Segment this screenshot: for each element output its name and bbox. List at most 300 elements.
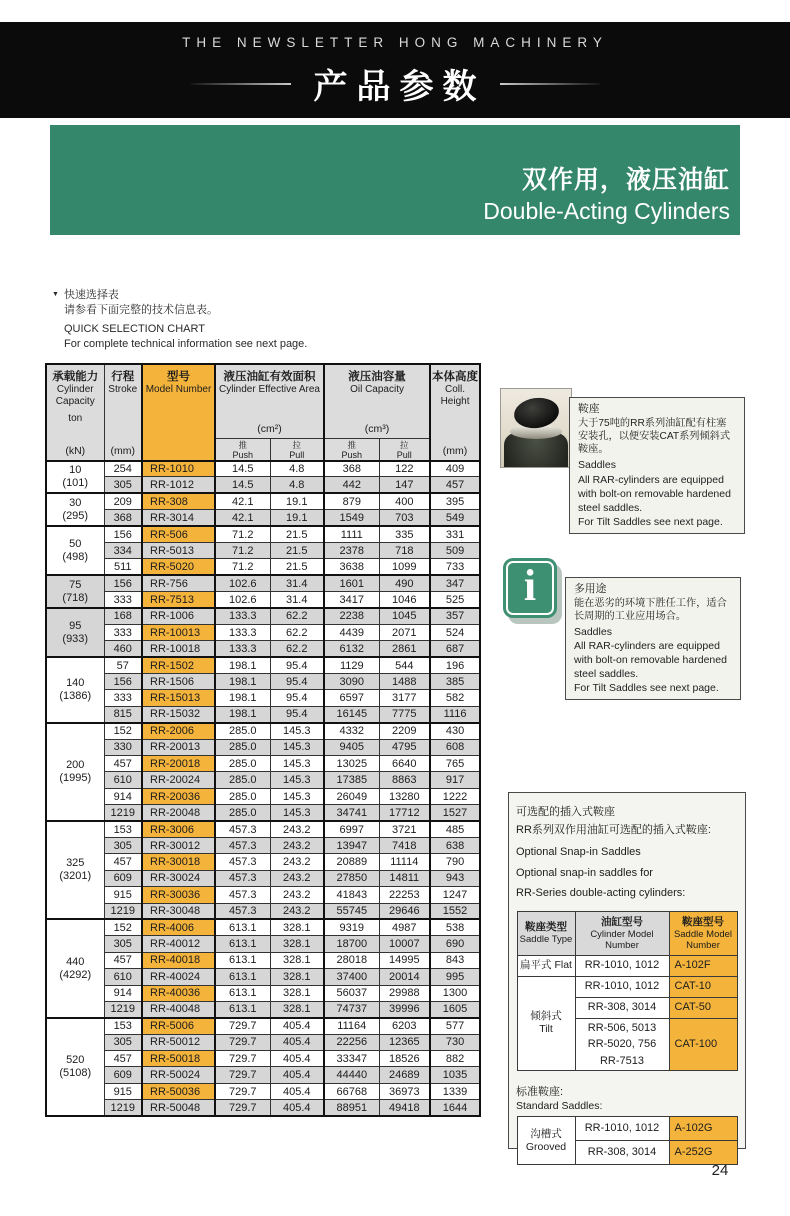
- push-oil-cell: 34741: [324, 805, 379, 821]
- col-header-push-area: 推 Push: [215, 438, 270, 461]
- pull-oil-cell: 3721: [379, 821, 430, 837]
- capacity-cell: 95 (933): [46, 608, 104, 657]
- info-title-en: Saddles: [574, 625, 612, 638]
- cylinder-row: [46, 1034, 480, 1050]
- optional-title-zh: 可选配的插入式鞍座: [516, 806, 615, 818]
- pull-area-cell: 328.1: [270, 919, 324, 935]
- stroke-cell: 1219: [104, 1001, 142, 1017]
- cylinder-row: [46, 559, 480, 575]
- pull-area-cell: 62.2: [270, 641, 324, 657]
- height-cell: 357: [430, 608, 480, 624]
- col-header-pull-oil: 拉 Pull: [379, 438, 430, 461]
- push-oil-cell: 44440: [324, 1067, 379, 1083]
- stroke-cell: 156: [104, 674, 142, 690]
- push-area-cell: 42.1: [215, 510, 270, 526]
- model-cell: RR-10013: [142, 624, 215, 640]
- push-oil-cell: 66768: [324, 1083, 379, 1099]
- saddle-type-cell: 扁平式 Flat: [517, 955, 575, 976]
- model-cell: RR-5020: [142, 559, 215, 575]
- push-oil-cell: 18700: [324, 936, 379, 952]
- push-area-cell: 729.7: [215, 1100, 270, 1116]
- saddle-row: [517, 976, 737, 997]
- col-header-capacity: 承载能力 Cylinder Capacity ton (kN): [46, 364, 104, 461]
- height-cell: 385: [430, 674, 480, 690]
- cylinder-row: [46, 1051, 480, 1067]
- stroke-cell: 368: [104, 510, 142, 526]
- height-cell: 608: [430, 739, 480, 755]
- pull-area-cell: 21.5: [270, 559, 324, 575]
- model-cell: RR-1010: [142, 461, 215, 477]
- push-oil-cell: 6997: [324, 821, 379, 837]
- cylinder-row: [46, 985, 480, 1001]
- push-area-cell: 613.1: [215, 969, 270, 985]
- triangle-marker-icon: ▼: [52, 291, 59, 298]
- push-area-cell: 71.2: [215, 542, 270, 558]
- push-area-cell: 102.6: [215, 592, 270, 608]
- cylinder-row: [46, 1100, 480, 1116]
- push-area-cell: 729.7: [215, 1083, 270, 1099]
- stroke-cell: 305: [104, 477, 142, 493]
- height-cell: 196: [430, 657, 480, 673]
- height-cell: 1035: [430, 1067, 480, 1083]
- stroke-cell: 609: [104, 1067, 142, 1083]
- capacity-cell: 325 (3201): [46, 821, 104, 919]
- saddle-model-cell: A-102F: [669, 955, 737, 976]
- push-oil-cell: 6132: [324, 641, 379, 657]
- info-body-en2: For Tilt Saddles see next page.: [574, 682, 719, 695]
- model-cell: RR-20048: [142, 805, 215, 821]
- saddles-body-en: All RAR-cylinders are equipped with bolt-on removable hardened steel saddles.: [578, 473, 731, 514]
- pull-oil-cell: 4795: [379, 739, 430, 755]
- stroke-cell: 305: [104, 936, 142, 952]
- stroke-cell: 152: [104, 723, 142, 739]
- model-cell: RR-15032: [142, 706, 215, 722]
- stroke-cell: 1219: [104, 1100, 142, 1116]
- push-area-cell: 613.1: [215, 936, 270, 952]
- standard-saddle-table-body: [517, 1117, 737, 1165]
- model-cell: RR-50036: [142, 1083, 215, 1099]
- col-header-cylinder-model: 油缸型号 Cylinder Model Number: [575, 911, 669, 955]
- push-oil-cell: 1549: [324, 510, 379, 526]
- quick-selection-table: [45, 363, 481, 1117]
- push-oil-cell: 27850: [324, 870, 379, 886]
- height-cell: 882: [430, 1051, 480, 1067]
- height-cell: 1300: [430, 985, 480, 1001]
- pull-oil-cell: 544: [379, 657, 430, 673]
- push-oil-cell: 22256: [324, 1034, 379, 1050]
- stroke-cell: 209: [104, 493, 142, 509]
- standard-saddles-title-zh: 标准鞍座:: [516, 1086, 564, 1098]
- stroke-cell: 815: [104, 706, 142, 722]
- push-oil-cell: 2238: [324, 608, 379, 624]
- col-header-effective-area: 液压油缸有效面积 Cylinder Effective Area (cm²): [215, 364, 324, 438]
- push-oil-cell: 28018: [324, 952, 379, 968]
- cylinder-row: [46, 542, 480, 558]
- cylinder-row: [46, 493, 480, 509]
- saddles-body-en2: For Tilt Saddles see next page.: [578, 515, 723, 528]
- push-area-cell: 457.3: [215, 854, 270, 870]
- intro-en-title: QUICK SELECTION CHART: [64, 323, 205, 335]
- push-area-cell: 285.0: [215, 772, 270, 788]
- push-oil-cell: 26049: [324, 788, 379, 804]
- capacity-cell: 10 (101): [46, 461, 104, 494]
- push-area-cell: 457.3: [215, 903, 270, 919]
- intro-zh-title: 快速选择表: [63, 289, 119, 301]
- pull-area-cell: 145.3: [270, 788, 324, 804]
- push-oil-cell: 3638: [324, 559, 379, 575]
- pull-oil-cell: 6203: [379, 1018, 430, 1034]
- height-cell: 843: [430, 952, 480, 968]
- stroke-cell: 914: [104, 985, 142, 1001]
- pull-oil-cell: 7775: [379, 706, 430, 722]
- stroke-cell: 511: [104, 559, 142, 575]
- saddle-model-cell: A-252G: [669, 1141, 737, 1165]
- col-header-stroke: 行程 Stroke (mm): [104, 364, 142, 461]
- capacity-cell: 140 (1386): [46, 657, 104, 723]
- stroke-cell: 305: [104, 1034, 142, 1050]
- model-cell: RR-50012: [142, 1034, 215, 1050]
- push-oil-cell: 442: [324, 477, 379, 493]
- table-header: [46, 364, 480, 461]
- cylinder-row: [46, 821, 480, 837]
- pull-oil-cell: 22253: [379, 887, 430, 903]
- stroke-cell: 156: [104, 575, 142, 591]
- cylinder-row: [46, 641, 480, 657]
- pull-oil-cell: 29988: [379, 985, 430, 1001]
- quick-selection-table-body: [46, 461, 480, 1117]
- push-area-cell: 133.3: [215, 624, 270, 640]
- model-cell: RR-20013: [142, 739, 215, 755]
- stroke-cell: 457: [104, 854, 142, 870]
- cylinder-row: [46, 608, 480, 624]
- push-oil-cell: 4332: [324, 723, 379, 739]
- section-banner: [50, 125, 740, 235]
- pull-area-cell: 95.4: [270, 657, 324, 673]
- cylinder-row: [46, 723, 480, 739]
- model-cell: RR-30036: [142, 887, 215, 903]
- stroke-cell: 153: [104, 1018, 142, 1034]
- pull-area-cell: 328.1: [270, 936, 324, 952]
- model-cell: RR-15013: [142, 690, 215, 706]
- pull-area-cell: 145.3: [270, 739, 324, 755]
- model-cell: RR-5006: [142, 1018, 215, 1034]
- height-cell: 1222: [430, 788, 480, 804]
- cylinder-row: [46, 887, 480, 903]
- pull-area-cell: 405.4: [270, 1018, 324, 1034]
- push-area-cell: 14.5: [215, 461, 270, 477]
- saddle-type-cell: 倾斜式 Tilt: [517, 976, 575, 1071]
- model-cell: RR-5013: [142, 542, 215, 558]
- cylinder-row: [46, 657, 480, 673]
- push-oil-cell: 6597: [324, 690, 379, 706]
- height-cell: 790: [430, 854, 480, 870]
- cylinder-saddle-photo: [500, 388, 572, 468]
- model-cell: RR-50018: [142, 1051, 215, 1067]
- stroke-cell: 915: [104, 887, 142, 903]
- pull-oil-cell: 24689: [379, 1067, 430, 1083]
- cylinder-row: [46, 805, 480, 821]
- decorative-line-right: [500, 83, 600, 85]
- height-cell: 1527: [430, 805, 480, 821]
- height-cell: 943: [430, 870, 480, 886]
- model-cell: RR-40012: [142, 936, 215, 952]
- height-cell: 1644: [430, 1100, 480, 1116]
- saddle-row: [517, 955, 737, 976]
- optional-sub-en1: Optional snap-in saddles for: [516, 866, 653, 879]
- height-cell: 765: [430, 756, 480, 772]
- cylinder-row: [46, 969, 480, 985]
- stroke-cell: 334: [104, 542, 142, 558]
- push-oil-cell: 9405: [324, 739, 379, 755]
- pull-oil-cell: 1099: [379, 559, 430, 575]
- pull-area-cell: 19.1: [270, 510, 324, 526]
- push-oil-cell: 37400: [324, 969, 379, 985]
- cylinder-row: [46, 706, 480, 722]
- versatility-note: [565, 577, 741, 700]
- saddles-body-zh: 大于75吨的RR系列油缸配有柱塞安装孔，以便安装CAT系列倾斜式鞍座。: [578, 417, 731, 455]
- pull-area-cell: 145.3: [270, 805, 324, 821]
- pull-area-cell: 405.4: [270, 1067, 324, 1083]
- push-oil-cell: 41843: [324, 887, 379, 903]
- height-cell: 995: [430, 969, 480, 985]
- cylinder-row: [46, 772, 480, 788]
- stroke-cell: 330: [104, 739, 142, 755]
- saddles-title-en: Saddles: [578, 459, 616, 472]
- stroke-cell: 460: [104, 641, 142, 657]
- pull-oil-cell: 1045: [379, 608, 430, 624]
- model-cell: RR-50048: [142, 1100, 215, 1116]
- info-icon-glyph: i: [523, 561, 537, 610]
- stroke-cell: 1219: [104, 903, 142, 919]
- saddle-model-cell: CAT-10: [669, 976, 737, 997]
- push-oil-cell: 9319: [324, 919, 379, 935]
- model-cell: RR-4006: [142, 919, 215, 935]
- push-oil-cell: 88951: [324, 1100, 379, 1116]
- stroke-cell: 914: [104, 788, 142, 804]
- model-cell: RR-40048: [142, 1001, 215, 1017]
- pull-oil-cell: 20014: [379, 969, 430, 985]
- masthead-newsletter-text: THE NEWSLETTER HONG MACHINERY: [182, 35, 608, 50]
- model-cell: RR-3006: [142, 821, 215, 837]
- push-oil-cell: 33347: [324, 1051, 379, 1067]
- push-area-cell: 42.1: [215, 493, 270, 509]
- pull-oil-cell: 400: [379, 493, 430, 509]
- banner-title-zh: 双作用，液压油缸: [521, 166, 730, 194]
- pull-oil-cell: 14811: [379, 870, 430, 886]
- pull-area-cell: 31.4: [270, 575, 324, 591]
- saddles-note: [569, 397, 745, 534]
- push-area-cell: 457.3: [215, 837, 270, 853]
- model-cell: RR-30012: [142, 837, 215, 853]
- pull-area-cell: 145.3: [270, 772, 324, 788]
- standard-saddle-table: [517, 1116, 738, 1165]
- info-icon: [503, 558, 557, 618]
- cylinder-row: [46, 756, 480, 772]
- cylinder-model-cell: RR-308, 3014: [575, 997, 669, 1018]
- stroke-cell: 457: [104, 756, 142, 772]
- saddle-model-cell: CAT-100: [669, 1018, 737, 1071]
- pull-area-cell: 243.2: [270, 903, 324, 919]
- cylinder-model-cell: RR-1010, 1012: [575, 1117, 669, 1141]
- col-header-pull-area: 拉 Pull: [270, 438, 324, 461]
- capacity-cell: 440 (4292): [46, 919, 104, 1017]
- pull-area-cell: 145.3: [270, 756, 324, 772]
- push-area-cell: 285.0: [215, 788, 270, 804]
- pull-oil-cell: 13280: [379, 788, 430, 804]
- optional-saddles-panel: [508, 792, 746, 1159]
- height-cell: 524: [430, 624, 480, 640]
- banner-title-en: Double-Acting Cylinders: [483, 198, 730, 224]
- stroke-cell: 610: [104, 969, 142, 985]
- optional-sub-zh: RR系列双作用油缸可选配的插入式鞍座:: [516, 823, 711, 836]
- push-oil-cell: 3417: [324, 592, 379, 608]
- pull-area-cell: 328.1: [270, 969, 324, 985]
- cylinder-model-cell: RR-308, 3014: [575, 1141, 669, 1165]
- height-cell: 331: [430, 526, 480, 542]
- standard-saddles-title-en: Standard Saddles:: [516, 1100, 603, 1112]
- stroke-cell: 57: [104, 657, 142, 673]
- cylinder-row: [46, 461, 480, 477]
- stroke-cell: 153: [104, 821, 142, 837]
- pull-area-cell: 243.2: [270, 837, 324, 853]
- cylinder-row: [46, 1001, 480, 1017]
- height-cell: 525: [430, 592, 480, 608]
- cylinder-row: [46, 510, 480, 526]
- pull-oil-cell: 3177: [379, 690, 430, 706]
- saddles-title-zh: 鞍座: [578, 403, 600, 415]
- cylinder-row: [46, 952, 480, 968]
- pull-area-cell: 405.4: [270, 1034, 324, 1050]
- push-area-cell: 457.3: [215, 887, 270, 903]
- model-cell: RR-308: [142, 493, 215, 509]
- cylinder-row: [46, 477, 480, 493]
- pull-area-cell: 19.1: [270, 493, 324, 509]
- pull-oil-cell: 2209: [379, 723, 430, 739]
- pull-area-cell: 243.2: [270, 870, 324, 886]
- masthead-title: 产品参数: [313, 68, 486, 106]
- push-area-cell: 457.3: [215, 821, 270, 837]
- intro-zh-sub: 请参看下面完整的技术信息表。: [64, 303, 218, 316]
- height-cell: 687: [430, 641, 480, 657]
- stroke-cell: 610: [104, 772, 142, 788]
- pull-oil-cell: 718: [379, 542, 430, 558]
- pull-area-cell: 145.3: [270, 723, 324, 739]
- saddle-model-cell: A-102G: [669, 1117, 737, 1141]
- height-cell: 1116: [430, 706, 480, 722]
- pull-area-cell: 95.4: [270, 706, 324, 722]
- push-oil-cell: 3090: [324, 674, 379, 690]
- push-area-cell: 133.3: [215, 608, 270, 624]
- stroke-cell: 915: [104, 1083, 142, 1099]
- push-area-cell: 613.1: [215, 919, 270, 935]
- pull-oil-cell: 18526: [379, 1051, 430, 1067]
- pull-oil-cell: 14995: [379, 952, 430, 968]
- model-cell: RR-20036: [142, 788, 215, 804]
- pull-oil-cell: 12365: [379, 1034, 430, 1050]
- push-oil-cell: 16145: [324, 706, 379, 722]
- model-cell: RR-30024: [142, 870, 215, 886]
- model-cell: RR-40018: [142, 952, 215, 968]
- pull-area-cell: 4.8: [270, 461, 324, 477]
- model-cell: RR-1006: [142, 608, 215, 624]
- model-cell: RR-30048: [142, 903, 215, 919]
- push-oil-cell: 1601: [324, 575, 379, 591]
- cylinder-row: [46, 739, 480, 755]
- pull-oil-cell: 2071: [379, 624, 430, 640]
- cylinder-row: [46, 854, 480, 870]
- height-cell: 395: [430, 493, 480, 509]
- height-cell: 1552: [430, 903, 480, 919]
- push-area-cell: 729.7: [215, 1034, 270, 1050]
- pull-oil-cell: 36973: [379, 1083, 430, 1099]
- stroke-cell: 457: [104, 952, 142, 968]
- cylinder-model-cell: RR-506, 5013 RR-5020, 756 RR-7513: [575, 1018, 669, 1071]
- col-header-height: 本体高度 Coll. Height (mm): [430, 364, 480, 461]
- cylinder-row: [46, 919, 480, 935]
- cylinder-row: [46, 1083, 480, 1099]
- pull-oil-cell: 17712: [379, 805, 430, 821]
- pull-area-cell: 243.2: [270, 887, 324, 903]
- height-cell: 509: [430, 542, 480, 558]
- push-area-cell: 102.6: [215, 575, 270, 591]
- cylinder-row: [46, 1067, 480, 1083]
- push-area-cell: 14.5: [215, 477, 270, 493]
- info-body-zh: 能在恶劣的环境下胜任工作，适合长周期的工业应用场合。: [574, 597, 727, 622]
- pull-area-cell: 62.2: [270, 608, 324, 624]
- push-area-cell: 285.0: [215, 723, 270, 739]
- cylinder-model-cell: RR-1010, 1012: [575, 955, 669, 976]
- pull-area-cell: 405.4: [270, 1083, 324, 1099]
- push-area-cell: 457.3: [215, 870, 270, 886]
- push-oil-cell: 74737: [324, 1001, 379, 1017]
- height-cell: 577: [430, 1018, 480, 1034]
- pull-oil-cell: 29646: [379, 903, 430, 919]
- push-area-cell: 198.1: [215, 674, 270, 690]
- stroke-cell: 333: [104, 690, 142, 706]
- pull-area-cell: 95.4: [270, 674, 324, 690]
- height-cell: 733: [430, 559, 480, 575]
- push-area-cell: 285.0: [215, 756, 270, 772]
- model-cell: RR-506: [142, 526, 215, 542]
- stroke-cell: 156: [104, 526, 142, 542]
- model-cell: RR-1506: [142, 674, 215, 690]
- pull-oil-cell: 39996: [379, 1001, 430, 1017]
- push-oil-cell: 1111: [324, 526, 379, 542]
- push-area-cell: 71.2: [215, 559, 270, 575]
- push-oil-cell: 879: [324, 493, 379, 509]
- pull-oil-cell: 6640: [379, 756, 430, 772]
- col-header-saddle-model: 鞍座型号 Saddle Model Number: [669, 911, 737, 955]
- push-area-cell: 285.0: [215, 805, 270, 821]
- pull-oil-cell: 10007: [379, 936, 430, 952]
- stroke-cell: 1219: [104, 805, 142, 821]
- push-area-cell: 729.7: [215, 1051, 270, 1067]
- pull-oil-cell: 335: [379, 526, 430, 542]
- pull-oil-cell: 49418: [379, 1100, 430, 1116]
- cylinder-row: [46, 936, 480, 952]
- push-oil-cell: 1129: [324, 657, 379, 673]
- height-cell: 917: [430, 772, 480, 788]
- height-cell: 638: [430, 837, 480, 853]
- push-oil-cell: 13025: [324, 756, 379, 772]
- pull-area-cell: 4.8: [270, 477, 324, 493]
- height-cell: 347: [430, 575, 480, 591]
- model-cell: RR-20024: [142, 772, 215, 788]
- stroke-cell: 305: [104, 837, 142, 853]
- model-cell: RR-40024: [142, 969, 215, 985]
- pull-oil-cell: 7418: [379, 837, 430, 853]
- push-area-cell: 285.0: [215, 739, 270, 755]
